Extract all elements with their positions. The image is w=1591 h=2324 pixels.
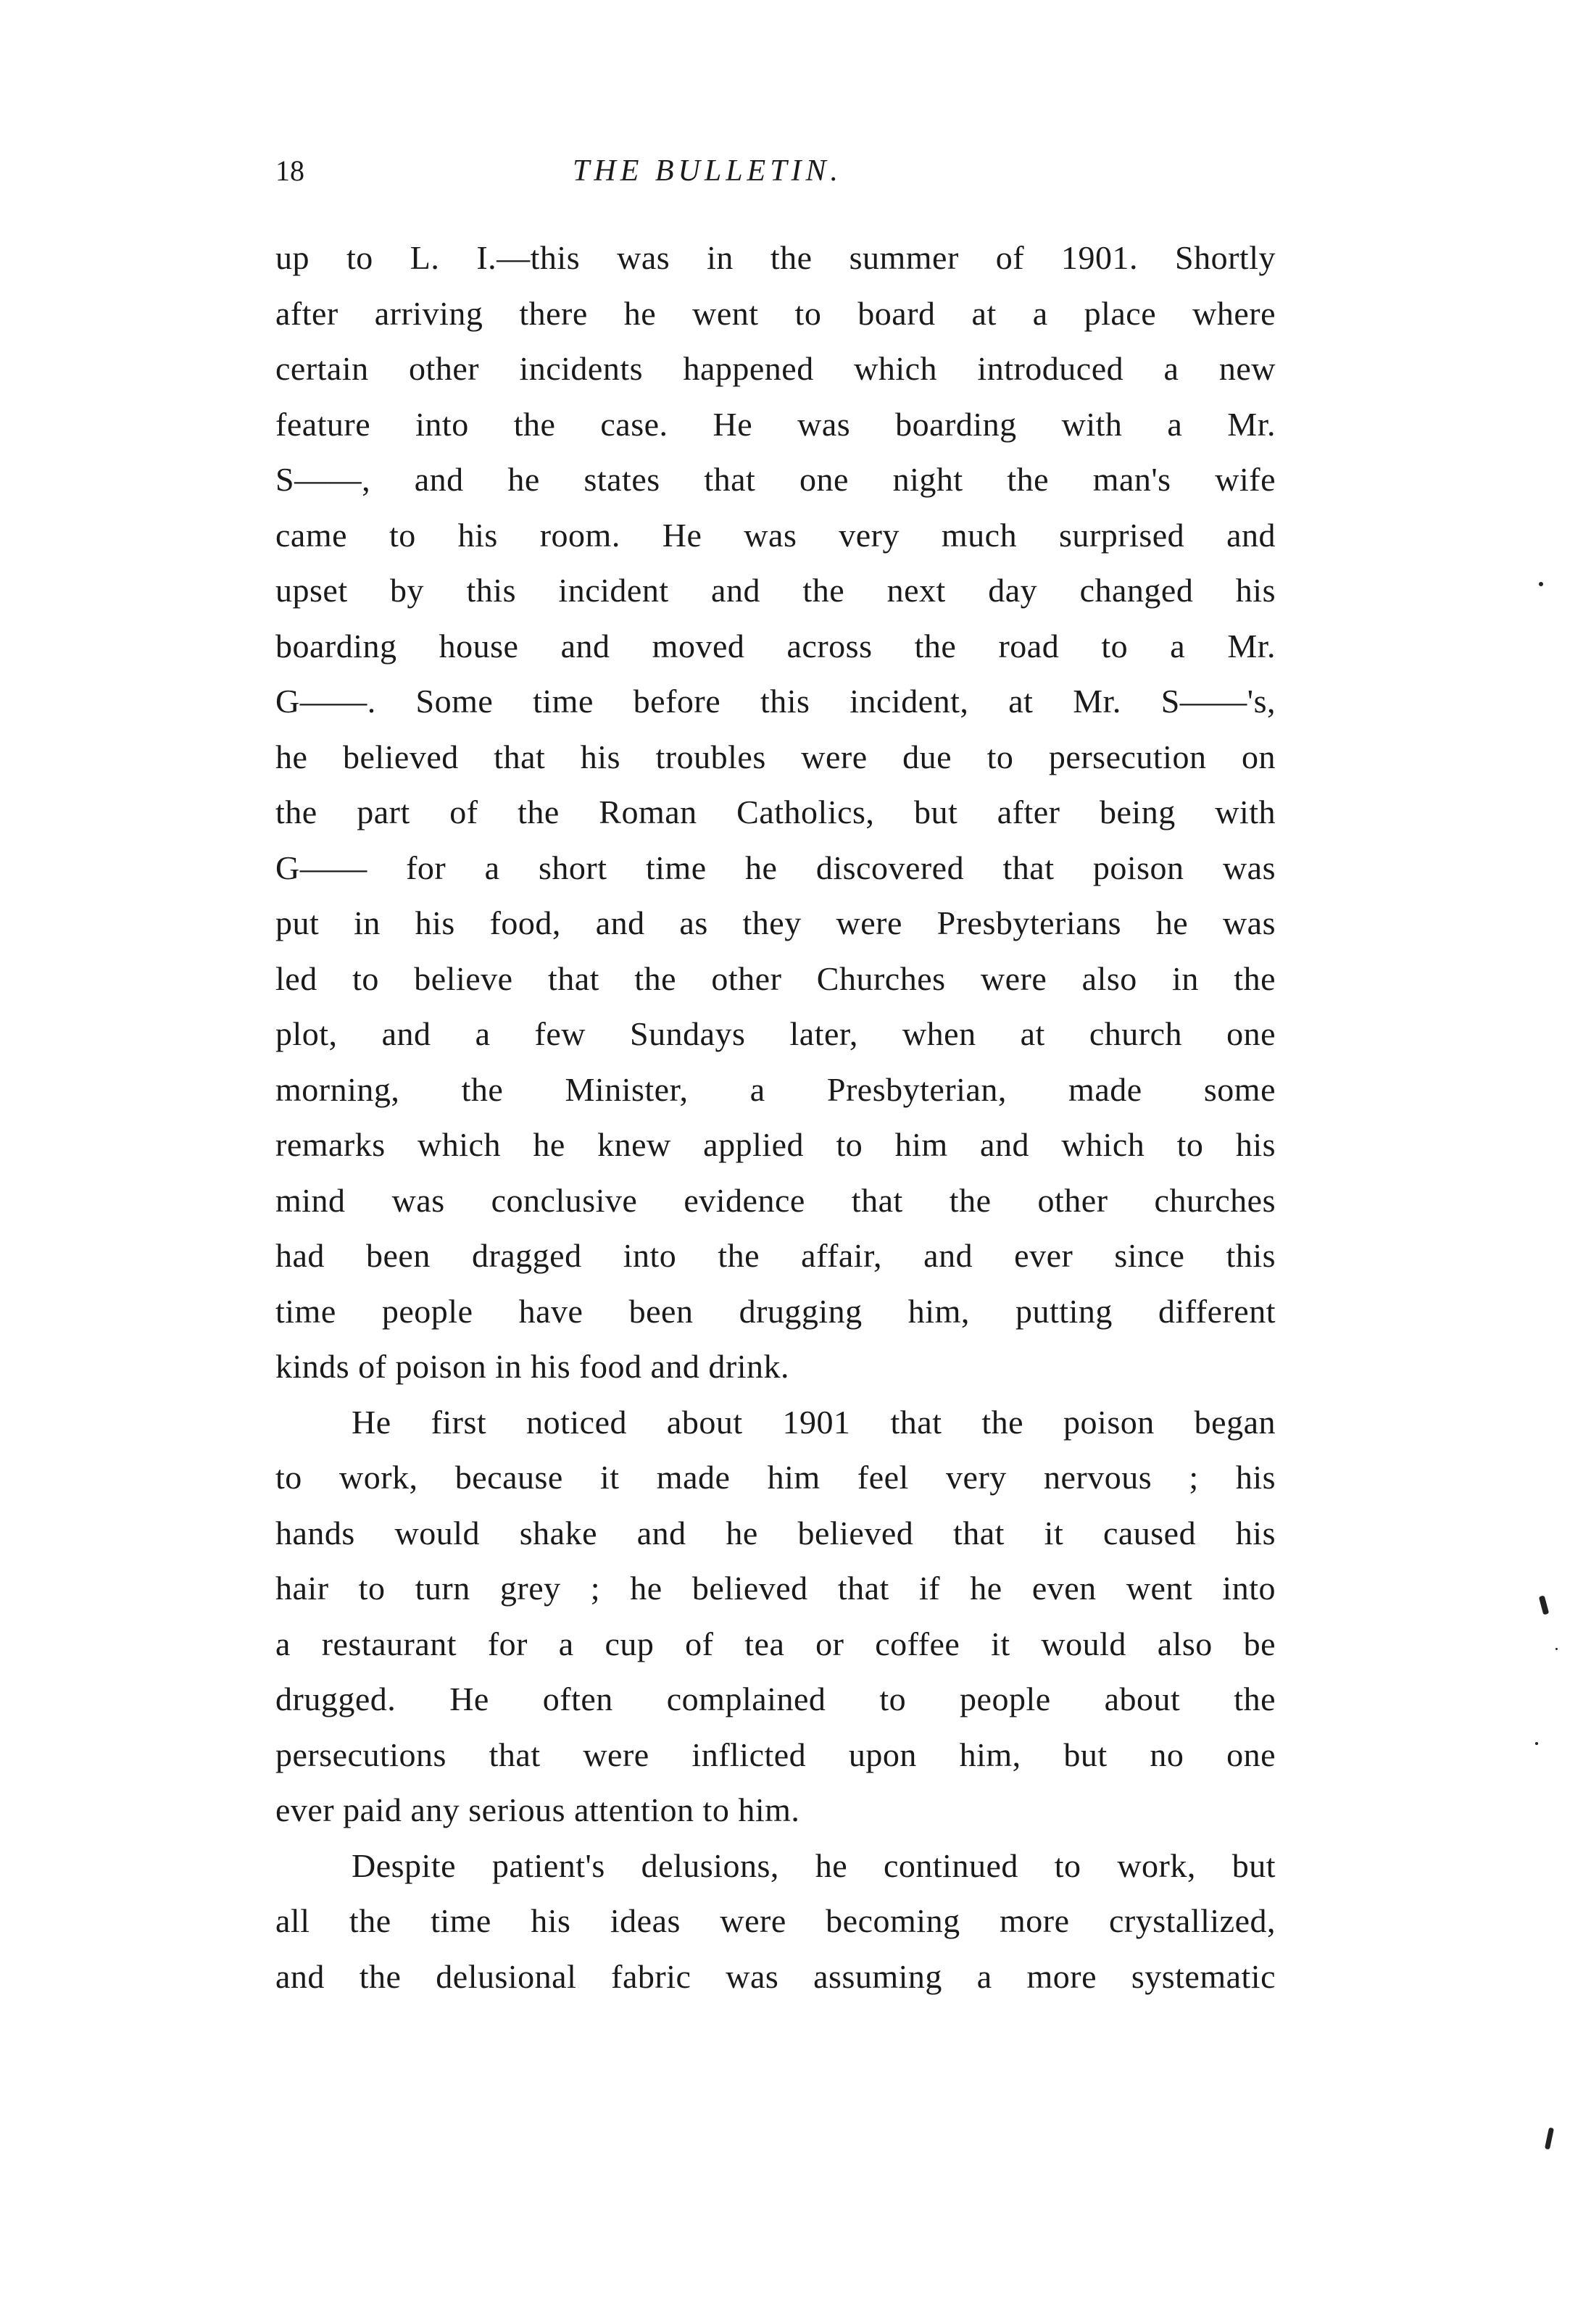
text-line: feature into the case. He was boarding with a Mr. [275, 405, 1276, 443]
text-line: a restaurant for a cup of tea or coffee it would also be [275, 1625, 1276, 1662]
text-line: put in his food, and as they were Presbyterians he was [275, 904, 1276, 941]
text-line: remarks which he knew applied to him and which to his [275, 1126, 1276, 1163]
text-line: and the delusional fabric was assuming a more systematic [275, 1957, 1276, 1995]
page-number: 18 [275, 154, 304, 187]
text-line: hair to turn grey ; he believed that if he even went into [275, 1570, 1276, 1607]
text-line: drugged. He often complained to people about the [275, 1680, 1276, 1717]
paragraph-1 [275, 230, 1276, 1395]
text-line: mind was conclusive evidence that the other churches [275, 1181, 1276, 1219]
text-line: persecutions that were inflicted upon him, but no one [275, 1736, 1276, 1773]
text-line: Despite patient's delusions, he continued to work, but [352, 1846, 1276, 1884]
text-line: had been dragged into the affair, and ever since this [275, 1237, 1276, 1274]
text-line: came to his room. He was very much surprised and [275, 516, 1276, 554]
running-head [275, 149, 1276, 193]
text-line: plot, and a few Sundays later, when at church one [275, 1015, 1276, 1052]
text-line: upset by this incident and the next day changed his [275, 572, 1276, 609]
text-line: boarding house and moved across the road to a Mr. [275, 627, 1276, 665]
journal-title: THE BULLETIN. [573, 154, 843, 188]
text-line: after arriving there he went to board at a place where [275, 294, 1276, 332]
text-line: led to believe that the other Churches were also in the [275, 959, 1276, 997]
text-line: He first noticed about 1901 that the poison began [352, 1403, 1276, 1441]
text-line: the part of the Roman Catholics, but after being with [275, 794, 1276, 830]
text-line: hands would shake and he believed that it caused his [275, 1514, 1276, 1552]
text-line: kinds of poison in his food and drink. [275, 1348, 789, 1385]
print-speck [1535, 1742, 1538, 1745]
paragraph-2 [275, 1395, 1276, 1838]
text-line: to work, because it made him feel very nervous ; his [275, 1459, 1276, 1496]
body-text [275, 230, 1276, 2004]
print-speck [1539, 1595, 1549, 1615]
print-speck [1539, 582, 1543, 586]
text-line: morning, the Minister, a Presbyterian, made some [275, 1070, 1276, 1108]
text-line: S——, and he states that one night the man's wife [275, 461, 1276, 498]
text-line: certain other incidents happened which introduced a new [275, 350, 1276, 387]
text-line: G——. Some time before this incident, at Mr. S——'s, [275, 683, 1276, 720]
text-line: all the time his ideas were becoming more crystallized, [275, 1902, 1276, 1939]
print-speck [1555, 1648, 1558, 1650]
text-line: up to L. I.—this was in the summer of 1901. Shortly [275, 239, 1276, 276]
paragraph-3 [275, 1838, 1276, 2005]
text-line: G—— for a short time he discovered that poison was [275, 849, 1276, 886]
text-line: time people have been drugging him, putting different [275, 1292, 1276, 1330]
text-line: he believed that his troubles were due to persecution on [275, 738, 1276, 775]
text-line: ever paid any serious attention to him. [275, 1791, 800, 1828]
print-speck [1545, 2128, 1554, 2150]
